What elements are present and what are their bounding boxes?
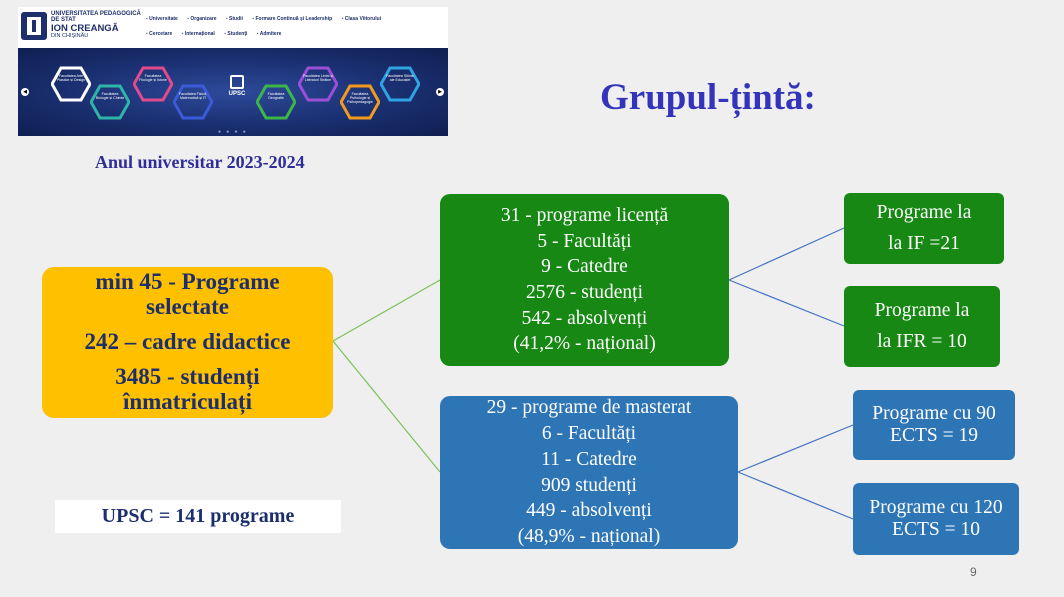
ifr-box-line-2: la IFR = 10 — [877, 330, 967, 352]
connector-licenta-to-ifr — [729, 280, 844, 326]
programs-selected-group — [95, 270, 279, 320]
ects-90-box — [853, 390, 1015, 460]
faculty-hex-label: Facultatea Științe ale Educației — [386, 74, 414, 82]
connector-masterat-to-ects120 — [738, 472, 853, 519]
connector-licenta-to-if — [729, 228, 844, 280]
masterat-line: 909 studenți — [541, 474, 637, 496]
masterat-line: 29 - programe de masterat — [486, 397, 692, 419]
faculty-hex-label: Facultatea Psihologie și Psihopedagogie — [347, 92, 373, 104]
ifr-box-line-1: Programe la — [874, 300, 970, 322]
logo-line-3: DIN CHIȘINĂU — [51, 32, 89, 39]
menu-item-clasa-viitorului[interactable]: ▪ Clasa Viitorului — [342, 16, 381, 22]
menu-item-organizare[interactable]: ▪ Organizare — [187, 16, 216, 22]
logo-line-2: ION CREANGĂ — [51, 22, 119, 34]
masterat-line: 11 - Catedre — [541, 448, 637, 470]
slide-title: Grupul-țintă: — [600, 77, 816, 118]
faculty-hex-label: Facultatea Biologie și Chimie — [95, 92, 125, 100]
licenta-line: (41,2% - național) — [513, 333, 656, 355]
faculty-hex-label: Facultatea Limbi și Literaturi Străine — [303, 74, 333, 82]
licenta-line: 31 - programe licență — [500, 204, 669, 226]
masterat-line: 6 - Facultăți — [541, 423, 637, 445]
banner-next-arrow-icon[interactable]: ▶ — [436, 88, 444, 96]
connector-main-to-licenta — [333, 280, 440, 341]
students-enrolled-group — [115, 365, 259, 415]
connector-masterat-to-ects90 — [738, 425, 853, 472]
menu-item-universitate[interactable]: ▪ Universitate — [146, 16, 178, 22]
ects90-box-line-1: Programe cu 90 — [872, 402, 996, 424]
licenta-line: 2576 - studenți — [526, 282, 643, 303]
if-box-line-1: Programe la — [876, 202, 972, 224]
connector-main-to-masterat — [333, 341, 440, 472]
licenta-line: 542 - absolvenți — [521, 307, 648, 329]
main-box-line-4: 3485 - studenți — [115, 363, 260, 389]
main-box-line-3: 242 – cadre didactice — [84, 329, 291, 355]
academic-year-label: Anul universitar 2023-2024 — [95, 152, 305, 172]
main-box-line-5: înmatriculați — [122, 388, 253, 414]
menu-item-studii[interactable]: ▪ Studii — [226, 16, 243, 22]
ects-120-box — [853, 483, 1019, 555]
masterat-line: 449 - absolvenți — [526, 500, 652, 522]
licenta-box — [440, 194, 729, 366]
if-box-line-2: la IF =21 — [888, 232, 960, 254]
masterat-line: (48,9% - național) — [517, 525, 661, 547]
masterat-box — [440, 396, 738, 549]
licenta-line: 9 - Catedre — [541, 256, 628, 278]
faculty-hex-label: Facultatea Fizică, Matematică și IT — [178, 92, 208, 100]
faculty-hex-label: Facultatea Arte Plastice și Design — [56, 74, 86, 82]
menu-item-admitere[interactable]: ▪ Admitere — [257, 31, 282, 37]
main-box-line-1: min 45 - Programe — [95, 269, 280, 295]
if-programs-box — [844, 193, 1004, 264]
licenta-line: 5 - Facultăți — [537, 230, 632, 252]
banner-logo-text: UPSC — [228, 91, 246, 97]
upsc-total-box: UPSC = 141 programe — [55, 500, 341, 533]
logo-line-1: UNIVERSITATEA PEDAGOGICĂ DE STAT — [51, 11, 141, 24]
ects120-box-line-2: ECTS = 10 — [892, 519, 980, 540]
ifr-programs-box — [844, 286, 1000, 367]
main-summary-box — [42, 267, 333, 418]
menu-item-studenti[interactable]: ▪ Studenți — [224, 31, 247, 37]
ects120-box-line-1: Programe cu 120 — [869, 496, 1003, 518]
ects90-box-line-2: ECTS = 19 — [890, 425, 978, 446]
menu-item-cercetare[interactable]: ▪ Cercetare — [146, 31, 172, 37]
menu-item-international[interactable]: ▪ Internațional — [182, 31, 215, 37]
banner-pagination-dots[interactable]: ● ● ● ● — [218, 130, 248, 135]
menu-item-formare-continua[interactable]: ▪ Formare Continuă și Leadership — [252, 16, 332, 22]
faculty-hex-label: Facultatea Filologie și Istorie — [139, 74, 167, 82]
faculty-hex-label: Facultatea Geografie — [267, 92, 285, 100]
main-box-line-2: selectate — [145, 294, 229, 320]
page-number: 9 — [970, 565, 977, 579]
banner-prev-arrow-icon[interactable]: ◀ — [21, 88, 29, 96]
